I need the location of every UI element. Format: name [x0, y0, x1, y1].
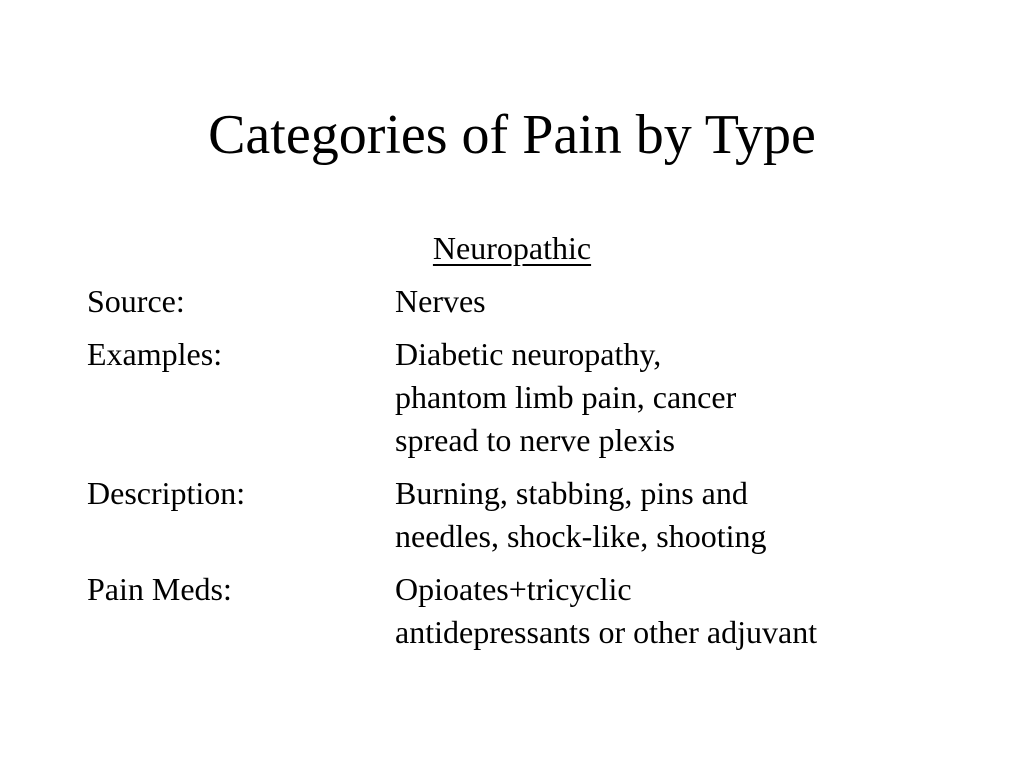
category-heading: Neuropathic: [432, 230, 592, 266]
row-value: [395, 280, 967, 323]
row-label: Pain Meds:: [87, 571, 232, 607]
row-value: [395, 568, 967, 654]
slide-title: Categories of Pain by Type: [208, 104, 816, 166]
row-label: Examples:: [87, 336, 223, 372]
examples-row: [87, 333, 967, 462]
value-line: Diabetic neuropathy,: [395, 336, 662, 372]
value-line: spread to nerve plexis: [395, 422, 675, 458]
row-label: Source:: [87, 283, 185, 319]
source-row: [87, 280, 967, 323]
value-line: needles, shock-like, shooting: [395, 518, 767, 554]
value-line: phantom limb pain, cancer: [395, 379, 737, 415]
pain-meds-row: [87, 568, 967, 654]
row-label: Description:: [87, 475, 246, 511]
row-value: [395, 333, 967, 462]
description-row: [87, 472, 967, 558]
value-line: Nerves: [395, 283, 486, 319]
row-value: [395, 472, 967, 558]
value-line: Opioates+tricyclic: [395, 571, 632, 607]
value-line: Burning, stabbing, pins and: [395, 475, 748, 511]
pain-attributes-list: [87, 280, 967, 664]
value-line: antidepressants or other adjuvant: [395, 614, 818, 650]
